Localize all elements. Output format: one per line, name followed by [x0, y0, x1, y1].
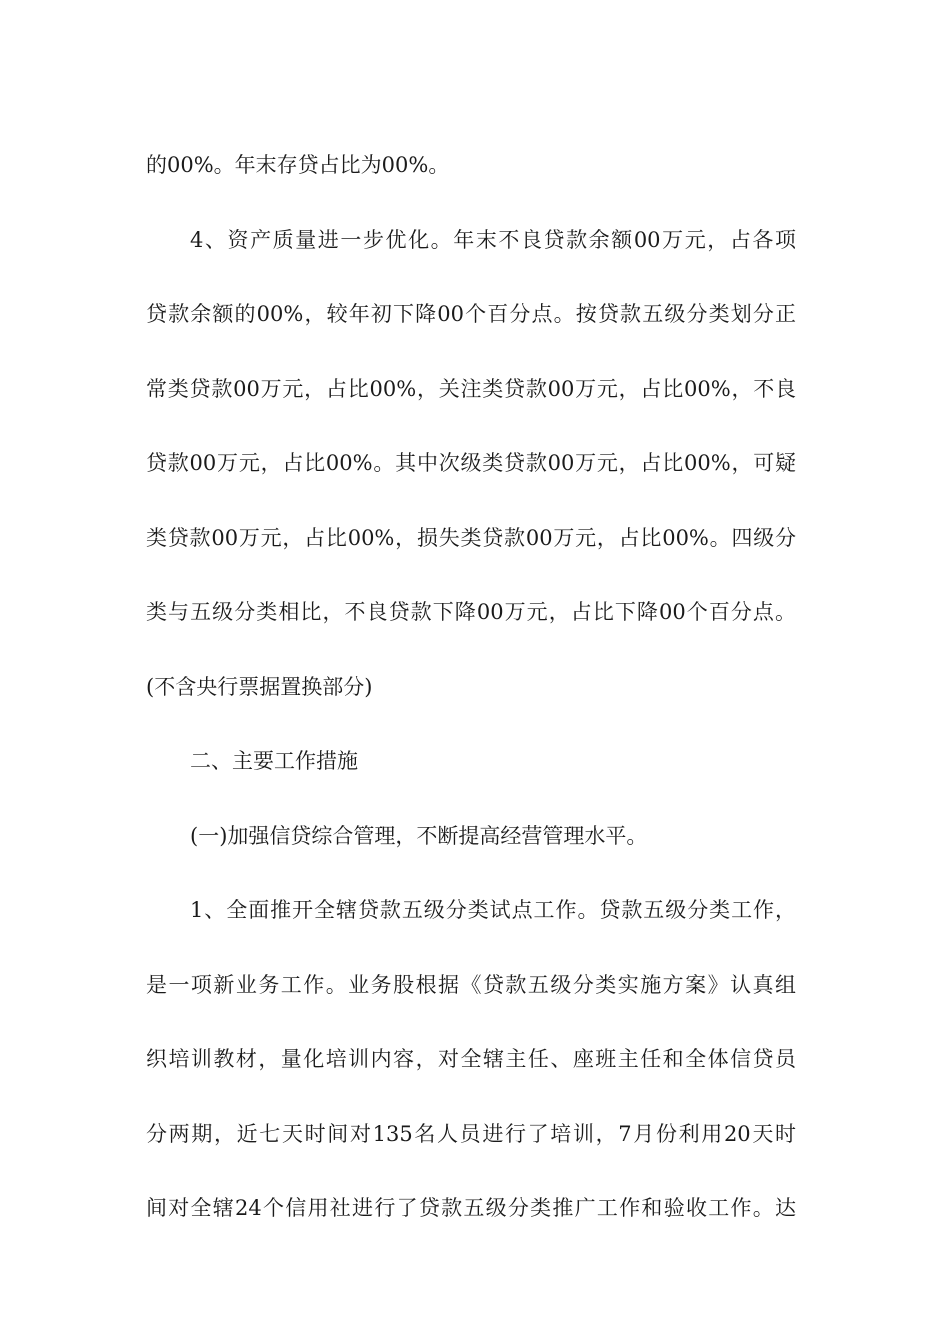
text-line-14: 分两期，近七天时间对135名人员进行了培训，7月份利用20天时	[146, 1121, 796, 1146]
text-line-7: 类与五级分类相比，不良贷款下降00万元，占比下降00个百分点。	[146, 600, 796, 624]
document-body	[146, 128, 796, 1246]
text-line-5: 贷款00万元，占比00%。其中次级类贷款00万元，占比00%，可疑	[146, 451, 796, 475]
text-line-13: 织培训教材，量化培训内容，对全辖主任、座班主任和全体信贷员	[146, 1047, 796, 1071]
text-line-2: 4、资产质量进一步优化。年末不良贷款余额00万元，占各项	[190, 227, 796, 252]
subsection-heading: (一)加强信贷综合管理，不断提高经营管理水平。	[190, 823, 648, 848]
text-line-8: (不含央行票据置换部分)	[146, 674, 373, 699]
text-line-15: 间对全辖24个信用社进行了贷款五级分类推广工作和验收工作。达	[146, 1196, 796, 1220]
text-line-4: 常类贷款00万元，占比00%，关注类贷款00万元，占比00%，不良	[146, 376, 796, 401]
text-line-11: 1、全面推开全辖贷款五级分类试点工作。贷款五级分类工作，	[190, 898, 796, 922]
text-line-6: 类贷款00万元，占比00%，损失类贷款00万元，占比00%。四级分	[146, 525, 796, 550]
text-line-3: 贷款余额的00%，较年初下降00个百分点。按贷款五级分类划分正	[146, 302, 796, 326]
section-heading: 二、主要工作措施	[190, 749, 358, 773]
text-line-1: 的00%。年末存贷占比为00%。	[146, 153, 450, 177]
text-line-12: 是一项新业务工作。业务股根据《贷款五级分类实施方案》认真组	[146, 972, 796, 997]
